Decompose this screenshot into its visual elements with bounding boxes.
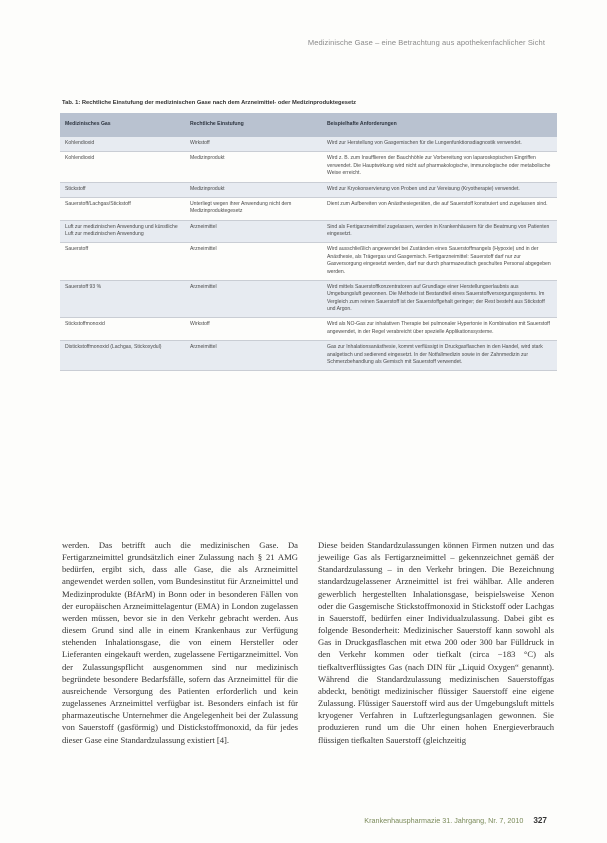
table-cell: Arzneimittel (185, 243, 322, 281)
table-row (60, 197, 557, 220)
table-cell: Medizinprodukt (185, 152, 322, 182)
journal-citation: Krankenhauspharmazie 31. Jahrgang, Nr. 7, 2010 (364, 816, 524, 825)
table-cell: Dient zum Aufbereiten von Anästhesiegeräten, die auf Sauerstoff konstruiert und zugelassen sind. (322, 197, 557, 220)
table-cell: Wird zur Herstellung von Gasgemischen für die Lungenfunktionsdiagnostik verwendet. (322, 137, 557, 152)
table-row (60, 318, 557, 341)
column-header: Rechtliche Einstufung (185, 113, 322, 137)
page-footer (364, 816, 547, 825)
table-cell: Kohlendioxid (60, 152, 185, 182)
table-cell: Wird zur Kryokonservierung von Proben und zur Vereisung (Kryotherapie) verwendet. (322, 182, 557, 197)
table-cell: Arzneimittel (185, 341, 322, 371)
running-header: Medizinische Gase – eine Betrachtung aus apothekenfachlicher Sicht (307, 38, 545, 47)
regulation-table (60, 113, 557, 371)
table-row (60, 152, 557, 182)
table-row (60, 220, 557, 243)
table-cell: Kohlendioxid (60, 137, 185, 152)
table-cell: Stickstoffmonoxid (60, 318, 185, 341)
table-cell: Medizinprodukt (185, 182, 322, 197)
table-cell: Luft zur medizinischen Anwendung und künstliche Luft zur medizinischen Anwendung (60, 220, 185, 243)
table-cell: Sind als Fertigarzneimittel zugelassen, werden in Krankenhäusern für die Beatmung von Patienten eingesetzt. (322, 220, 557, 243)
table-cell: Arzneimittel (185, 280, 322, 318)
table-caption: Tab. 1: Rechtliche Einstufung der medizinischen Gase nach dem Arzneimittel- oder Medizinproduktegesetz (62, 100, 357, 106)
table-cell: Unterliegt wegen ihrer Anwendung nicht dem Medizinproduktegesetz (185, 197, 322, 220)
body-text-right-column: Diese beiden Standardzulassungen können Firmen nutzen und das jeweilige Gas als Fertigarzneimittel – gekennzeichnet gemäß der Standardzulassung – in den Verkehr bringen. Die Bezeichnung standardzugelassener Arzneimittel ist frei wählbar. Alle anderen gewerblich hergestellten Inhalationsgase, beispielsweise Xenon oder die Gasgemische Stickstoffmonoxid in Stickstoff oder Lachgas in Sauerstoff, bedürfen einer Individualzulassung. Dabei gibt es folgende Besonderheit: Medizinischer Sauerstoff kann sowohl als Gas in Druckgasflaschen mit etwa 200 oder 300 bar Fülldruck in den Verkehr kommen oder tiefkalt (circa −183 °C) als tiefkaltverflüssigtes Gas (nach DIN für „Liquid Oxygen“ genannt). Während die Standardzulassung medizinischen Sauerstoffgas abdeckt, benötigt medizinischer flüssiger Sauerstoff eine eigene Zulassung. Flüssiger Sauerstoff wird aus der Umgebungsluft mittels kryogener Verfahren in Luftzerlegungsanlagen gewonnen. Sie produzieren rund um die Uhr einen hohen Energieverbrauch flüssigen tiefkalten Sauerstoff (gleichzeitig (318, 540, 554, 745)
table-cell: Arzneimittel (185, 220, 322, 243)
table-cell: Wirkstoff (185, 318, 322, 341)
table-cell: Gas zur Inhalationsanästhesie, kommt verflüssigt in Druckgasflaschen in den Handel, wird stark analgetisch und sedierend eingesetzt. In der Notfallmedizin sowie in der Zahnmedizin zur Schmerzbehandlung als Gemisch mit Sauerstoff verwendet. (322, 341, 557, 371)
table-row (60, 137, 557, 152)
table-cell: Wird z. B. zum Insufflieren der Bauchhöhle zur Vorbereitung von laparoskopischen Eingriffen verwendet. Die Hauptwirkung wird nicht auf pharmakologische, immunologische oder metabolische Weise erreicht. (322, 152, 557, 182)
column-header: Beispielhafte Anforderungen (322, 113, 557, 137)
table-cell: Distickstoffmonoxid (Lachgas, Stickoxydul) (60, 341, 185, 371)
table-cell: Sauerstoff (60, 243, 185, 281)
table-row (60, 280, 557, 318)
table-cell: Wird als NO-Gas zur inhalativen Therapie bei pulmonaler Hypertonie in Kombination mit Sauerstoff angewendet, in der Regel verabreicht über spezielle Applikationssysteme. (322, 318, 557, 341)
table-cell: Stickstoff (60, 182, 185, 197)
table-row (60, 182, 557, 197)
table-cell: Wird mittels Sauerstoffkonzentratoren auf Grundlage einer Herstellungserlaubnis aus Umgebungsluft gewonnen. Die Methode ist Bestandteil eines Sauerstoffversorgungssystems. Im Vergleich zum reinen Sauerstoff ist der Sauerstoffgehalt geringer; der Rest besteht aus Stickstoff und Argon. (322, 280, 557, 318)
page-number: 327 (533, 816, 547, 825)
column-header: Medizinisches Gas (60, 113, 185, 137)
table-cell: Wird ausschließlich angewendet bei Zuständen eines Sauerstoffmangels (Hypoxie) und in der Anästhesie, als Trägergas und Gasgemisch. Fertigarzneimittel: Sauerstoff darf nur zur Gasversorgung eingesetzt werden, darf nur durch pharmazeutisch geschultes Personal abgegeben werden. (322, 243, 557, 281)
table-row (60, 243, 557, 281)
table-cell: Wirkstoff (185, 137, 322, 152)
table-cell: Sauerstoff 93 % (60, 280, 185, 318)
body-text-left-column: werden. Das betrifft auch die medizinischen Gase. Da Fertigarzneimittel grundsätzlich einer Zulassung nach § 21 AMG bedürfen, ergibt sich, dass alle Gase, die als Arzneimittel angewendet werden sollen, vom Bundesinstitut für Arzneimittel und Medizinprodukte (BfArM) in Bonn oder in besonderen Fällen von der europäischen Arzneimittelagentur (EMA) in London zugelassen werden müssen, bevor sie in den Verkehr gebracht werden. Aus diesem Grund sind alle in einem Krankenhaus zur Verfügung stehenden Inhalationsgase, die von einem Hersteller oder Lieferanten eingekauft werden, zugelassene Fertigarzneimittel. Von der Zulassungspflicht ausgenommen sind nur medizinisch begründete besondere Bedarfsfälle, sofern das Arzneimittel für die ausreichende Versorgung des Patienten erforderlich und kein zugelassenes Arzneimittel verfügbar ist. Besonders einfach ist für pharmazeutische Unternehmer die Angelegenheit bei der Zulassung von Sauerstoff (gasförmig) und Distickstoffmonoxid, da für jedes dieser Gase eine Standardzulassung existiert [4]. (62, 540, 298, 745)
table-cell: Sauerstoff/Lachgas/Stickstoff (60, 197, 185, 220)
table-row (60, 341, 557, 371)
table-header-row (60, 113, 557, 137)
